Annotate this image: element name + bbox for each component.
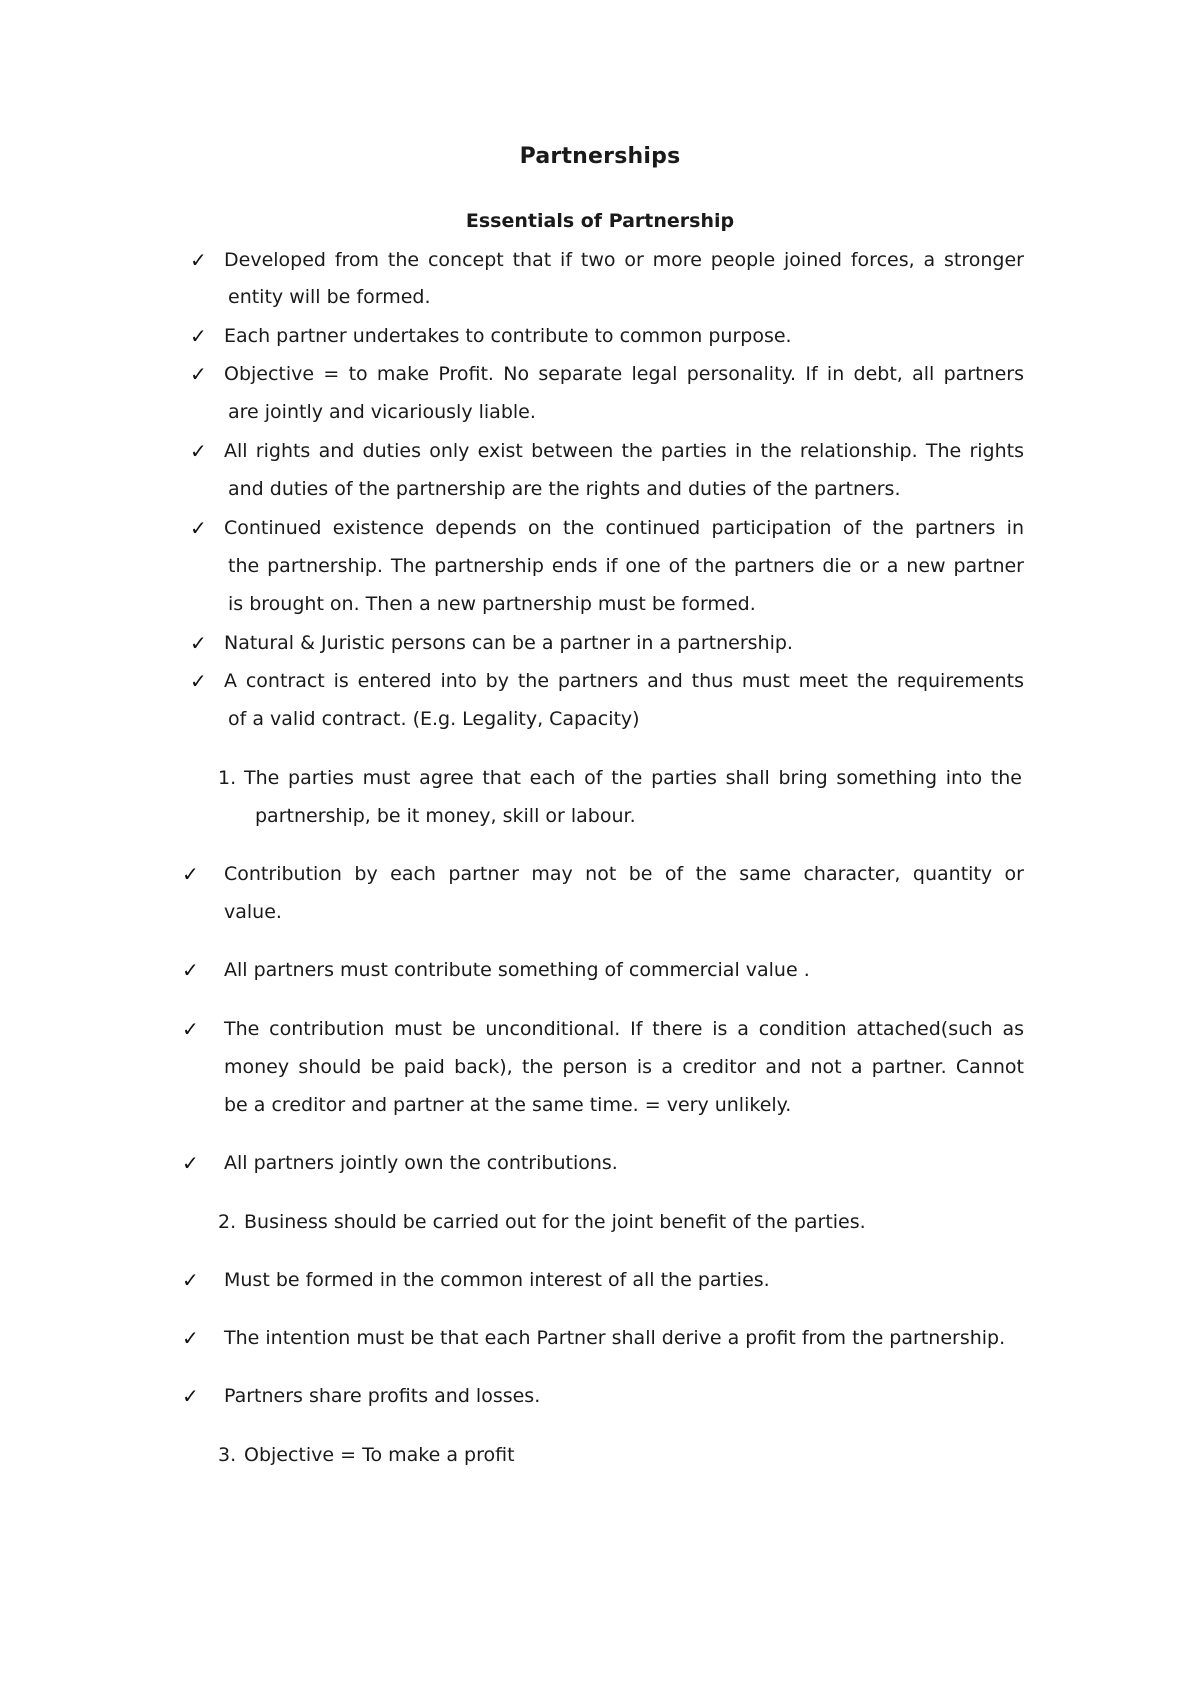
checkmark-icon: ✓ (190, 631, 207, 655)
checkmark-icon: ✓ (182, 1384, 199, 1408)
checkmark-icon: ✓ (190, 362, 207, 386)
checkmark-icon: ✓ (182, 862, 199, 886)
list-number: 3. (218, 1444, 237, 1466)
list-number: 2. (218, 1211, 237, 1233)
checkmark-icon: ✓ (182, 1268, 199, 1292)
list-item-line: of a valid contract. (E.g. Legality, Capacity) (228, 708, 640, 730)
list-item-line: Each partner undertakes to contribute to common purpose. (224, 325, 792, 347)
list-item-line: Objective = to make Profit. No separate legal personality. If in debt, all partners (224, 363, 1024, 385)
list-item-line: All partners must contribute something of commercial value . (224, 959, 810, 981)
list-item-line: All partners jointly own the contributions. (224, 1152, 618, 1174)
checkmark-icon: ✓ (182, 1326, 199, 1350)
list-item-line: entity will be formed. (228, 286, 431, 308)
numbered-item-line: partnership, be it money, skill or labour. (255, 805, 636, 827)
checkmark-icon: ✓ (190, 516, 207, 540)
page-title: Partnerships (519, 144, 681, 169)
list-item-line: and duties of the partnership are the rights and duties of the partners. (228, 478, 901, 500)
list-item-line: the partnership. The partnership ends if one of the partners die or a new partner (228, 555, 1024, 577)
numbered-item-line: Business should be carried out for the joint benefit of the parties. (244, 1211, 866, 1233)
checkmark-icon: ✓ (190, 439, 207, 463)
list-item-line: The contribution must be unconditional. If there is a condition attached(such as (224, 1018, 1024, 1040)
numbered-item-line: Objective = To make a profit (244, 1444, 515, 1466)
list-item-line: money should be paid back), the person is a creditor and not a partner. Cannot (224, 1056, 1024, 1078)
numbered-item-line: The parties must agree that each of the parties shall bring something into the (244, 767, 1022, 789)
list-item-line: be a creditor and partner at the same time. = very unlikely. (224, 1094, 792, 1116)
list-item-line: Contribution by each partner may not be of the same character, quantity or (224, 863, 1024, 885)
list-item-line: Developed from the concept that if two or more people joined forces, a stronger (224, 249, 1024, 271)
list-item-line: Must be formed in the common interest of all the parties. (224, 1269, 770, 1291)
checkmark-icon: ✓ (182, 1017, 199, 1041)
list-item-line: Partners share profits and losses. (224, 1385, 541, 1407)
list-item-line: Continued existence depends on the continued participation of the partners in (224, 517, 1024, 539)
list-item-line: is brought on. Then a new partnership must be formed. (228, 593, 756, 615)
list-item-line: All rights and duties only exist between the parties in the relationship. The rights (224, 440, 1024, 462)
list-item-line: A contract is entered into by the partners and thus must meet the requirements (224, 670, 1024, 692)
list-number: 1. (218, 767, 237, 789)
checkmark-icon: ✓ (182, 1151, 199, 1175)
list-item-line: value. (224, 901, 282, 923)
checkmark-icon: ✓ (190, 248, 207, 272)
list-item-line: The intention must be that each Partner shall derive a profit from the partnership. (224, 1327, 1006, 1349)
list-item-line: Natural & Juristic persons can be a partner in a partnership. (224, 632, 793, 654)
checkmark-icon: ✓ (190, 324, 207, 348)
section-heading: Essentials of Partnership (465, 210, 735, 232)
list-item-line: are jointly and vicariously liable. (228, 401, 536, 423)
checkmark-icon: ✓ (182, 958, 199, 982)
checkmark-icon: ✓ (190, 669, 207, 693)
